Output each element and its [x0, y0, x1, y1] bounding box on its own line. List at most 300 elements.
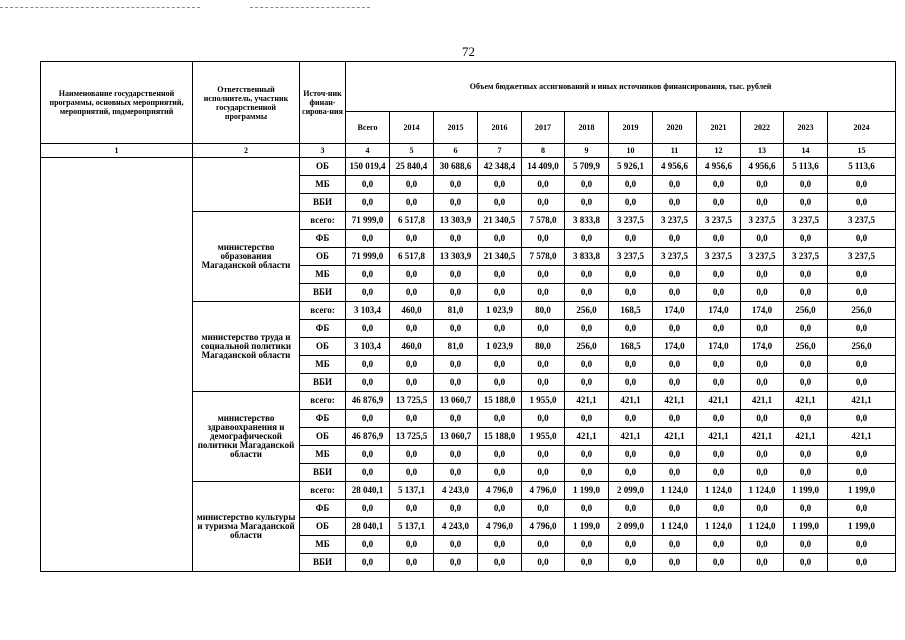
value-cell: 460,0	[390, 338, 434, 356]
value-cell: 3 833,8	[565, 212, 609, 230]
value-cell: 0,0	[346, 554, 390, 572]
value-cell: 0,0	[784, 536, 828, 554]
value-cell: 0,0	[828, 374, 896, 392]
value-cell: 0,0	[697, 230, 741, 248]
value-cell: 5 113,6	[828, 158, 896, 176]
value-cell: 30 688,6	[434, 158, 478, 176]
value-cell: 460,0	[390, 302, 434, 320]
value-cell: 0,0	[741, 410, 784, 428]
value-cell: 0,0	[346, 230, 390, 248]
page-number: 72	[462, 44, 475, 59]
value-cell: 2 099,0	[609, 518, 653, 536]
funding-source-cell: всего:	[300, 392, 346, 410]
value-cell: 0,0	[784, 410, 828, 428]
header-column-number: 6	[434, 144, 478, 158]
value-cell: 1 199,0	[784, 482, 828, 500]
value-cell: 0,0	[434, 356, 478, 374]
value-cell: 0,0	[828, 554, 896, 572]
value-cell: 0,0	[478, 284, 522, 302]
value-cell: 0,0	[653, 446, 697, 464]
value-cell: 421,1	[697, 392, 741, 410]
value-cell: 0,0	[784, 374, 828, 392]
value-cell: 421,1	[565, 392, 609, 410]
value-cell: 0,0	[346, 446, 390, 464]
value-cell: 0,0	[390, 176, 434, 194]
value-cell: 0,0	[828, 230, 896, 248]
value-cell: 4 243,0	[434, 482, 478, 500]
value-cell: 28 040,1	[346, 518, 390, 536]
value-cell: 256,0	[784, 338, 828, 356]
value-cell: 0,0	[434, 500, 478, 518]
executor-cell: министерство культуры и туризма Магаданской области	[193, 482, 300, 572]
value-cell: 421,1	[741, 392, 784, 410]
value-cell: 0,0	[565, 446, 609, 464]
value-cell: 0,0	[390, 554, 434, 572]
value-cell: 1 199,0	[565, 518, 609, 536]
value-cell: 0,0	[697, 374, 741, 392]
header-column-number: 5	[390, 144, 434, 158]
value-cell: 0,0	[346, 464, 390, 482]
value-cell: 421,1	[653, 428, 697, 446]
value-cell: 0,0	[784, 464, 828, 482]
value-cell: 0,0	[346, 500, 390, 518]
value-cell: 0,0	[478, 266, 522, 284]
value-cell: 0,0	[434, 320, 478, 338]
header-year: 2019	[609, 112, 653, 144]
value-cell: 1 124,0	[741, 482, 784, 500]
value-cell: 28 040,1	[346, 482, 390, 500]
value-cell: 1 199,0	[565, 482, 609, 500]
value-cell: 0,0	[390, 320, 434, 338]
executor-cell	[193, 158, 300, 212]
value-cell: 0,0	[741, 194, 784, 212]
value-cell: 5 137,1	[390, 518, 434, 536]
value-cell: 1 199,0	[828, 482, 896, 500]
value-cell: 0,0	[609, 194, 653, 212]
header-year: 2014	[390, 112, 434, 144]
value-cell: 0,0	[522, 176, 565, 194]
value-cell: 0,0	[828, 464, 896, 482]
funding-source-cell: ВБИ	[300, 374, 346, 392]
value-cell: 13 060,7	[434, 428, 478, 446]
value-cell: 0,0	[346, 536, 390, 554]
value-cell: 0,0	[522, 356, 565, 374]
value-cell: 0,0	[653, 266, 697, 284]
value-cell: 0,0	[828, 410, 896, 428]
value-cell: 0,0	[653, 554, 697, 572]
value-cell: 0,0	[609, 554, 653, 572]
funding-source-cell: ОБ	[300, 338, 346, 356]
value-cell: 81,0	[434, 338, 478, 356]
value-cell: 0,0	[522, 266, 565, 284]
value-cell: 0,0	[828, 266, 896, 284]
value-cell: 1 199,0	[784, 518, 828, 536]
value-cell: 7 578,0	[522, 248, 565, 266]
value-cell: 0,0	[609, 500, 653, 518]
header-year: 2020	[653, 112, 697, 144]
value-cell: 0,0	[653, 500, 697, 518]
value-cell: 421,1	[784, 392, 828, 410]
value-cell: 2 099,0	[609, 482, 653, 500]
value-cell: 0,0	[434, 284, 478, 302]
value-cell: 0,0	[434, 446, 478, 464]
value-cell: 174,0	[653, 338, 697, 356]
value-cell: 0,0	[697, 446, 741, 464]
value-cell: 0,0	[741, 284, 784, 302]
value-cell: 0,0	[609, 536, 653, 554]
funding-source-cell: ВБИ	[300, 464, 346, 482]
value-cell: 0,0	[434, 230, 478, 248]
value-cell: 0,0	[653, 320, 697, 338]
value-cell: 0,0	[697, 284, 741, 302]
value-cell: 0,0	[697, 554, 741, 572]
value-cell: 0,0	[741, 320, 784, 338]
value-cell: 0,0	[565, 536, 609, 554]
value-cell: 0,0	[346, 320, 390, 338]
value-cell: 13 060,7	[434, 392, 478, 410]
value-cell: 0,0	[522, 284, 565, 302]
value-cell: 0,0	[653, 194, 697, 212]
value-cell: 81,0	[434, 302, 478, 320]
value-cell: 1 023,9	[478, 338, 522, 356]
funding-source-cell: МБ	[300, 536, 346, 554]
value-cell: 0,0	[609, 230, 653, 248]
value-cell: 15 188,0	[478, 392, 522, 410]
value-cell: 0,0	[478, 176, 522, 194]
value-cell: 0,0	[609, 266, 653, 284]
value-cell: 0,0	[741, 446, 784, 464]
header-year: 2018	[565, 112, 609, 144]
funding-source-cell: ФБ	[300, 410, 346, 428]
value-cell: 0,0	[609, 320, 653, 338]
header-year: 2023	[784, 112, 828, 144]
value-cell: 0,0	[828, 320, 896, 338]
value-cell: 0,0	[828, 446, 896, 464]
funding-source-cell: ОБ	[300, 518, 346, 536]
value-cell: 1 124,0	[653, 518, 697, 536]
value-cell: 0,0	[653, 176, 697, 194]
value-cell: 0,0	[565, 284, 609, 302]
value-cell: 1 124,0	[741, 518, 784, 536]
header-column-number: 13	[741, 144, 784, 158]
value-cell: 0,0	[741, 176, 784, 194]
value-cell: 0,0	[434, 464, 478, 482]
value-cell: 4 796,0	[478, 518, 522, 536]
value-cell: 0,0	[784, 356, 828, 374]
value-cell: 0,0	[478, 320, 522, 338]
value-cell: 6 517,8	[390, 248, 434, 266]
value-cell: 0,0	[609, 356, 653, 374]
value-cell: 0,0	[522, 554, 565, 572]
value-cell: 0,0	[390, 500, 434, 518]
value-cell: 0,0	[565, 554, 609, 572]
funding-source-cell: всего:	[300, 212, 346, 230]
header-program-name: Наименование государственной программы, основных мероприятий, мероприятий, подмероприятий	[41, 62, 193, 144]
value-cell: 421,1	[828, 392, 896, 410]
value-cell: 0,0	[784, 446, 828, 464]
funding-source-cell: ВБИ	[300, 284, 346, 302]
value-cell: 0,0	[741, 230, 784, 248]
value-cell: 80,0	[522, 338, 565, 356]
value-cell: 174,0	[697, 302, 741, 320]
program-name-cell	[41, 158, 193, 572]
value-cell: 0,0	[346, 410, 390, 428]
funding-source-cell: МБ	[300, 446, 346, 464]
budget-table	[40, 61, 896, 572]
value-cell: 25 840,4	[390, 158, 434, 176]
value-cell: 0,0	[653, 356, 697, 374]
value-cell: 3 237,5	[828, 212, 896, 230]
value-cell: 0,0	[390, 230, 434, 248]
value-cell: 0,0	[478, 356, 522, 374]
value-cell: 3 237,5	[653, 212, 697, 230]
value-cell: 4 796,0	[522, 482, 565, 500]
value-cell: 0,0	[741, 464, 784, 482]
header-executor: Ответственный исполнитель, участник государственной программы	[193, 62, 300, 144]
value-cell: 0,0	[478, 230, 522, 248]
value-cell: 4 956,6	[653, 158, 697, 176]
value-cell: 421,1	[609, 428, 653, 446]
value-cell: 0,0	[522, 536, 565, 554]
funding-source-cell: ОБ	[300, 158, 346, 176]
value-cell: 0,0	[390, 194, 434, 212]
value-cell: 0,0	[346, 266, 390, 284]
value-cell: 1 955,0	[522, 428, 565, 446]
value-cell: 0,0	[346, 356, 390, 374]
header-column-number: 2	[193, 144, 300, 158]
value-cell: 3 103,4	[346, 338, 390, 356]
value-cell: 0,0	[390, 374, 434, 392]
header-column-number: 3	[300, 144, 346, 158]
scan-artifact-line	[0, 7, 200, 9]
value-cell: 3 103,4	[346, 302, 390, 320]
value-cell: 0,0	[653, 464, 697, 482]
value-cell: 174,0	[697, 338, 741, 356]
value-cell: 0,0	[784, 230, 828, 248]
executor-cell: министерство образования Магаданской области	[193, 212, 300, 302]
value-cell: 0,0	[828, 500, 896, 518]
value-cell: 0,0	[741, 266, 784, 284]
header-year: 2022	[741, 112, 784, 144]
value-cell: 80,0	[522, 302, 565, 320]
value-cell: 0,0	[741, 554, 784, 572]
value-cell: 0,0	[390, 536, 434, 554]
value-cell: 6 517,8	[390, 212, 434, 230]
value-cell: 0,0	[609, 176, 653, 194]
value-cell: 0,0	[565, 374, 609, 392]
value-cell: 0,0	[609, 410, 653, 428]
funding-source-cell: ВБИ	[300, 194, 346, 212]
value-cell: 0,0	[522, 410, 565, 428]
value-cell: 21 340,5	[478, 212, 522, 230]
value-cell: 0,0	[653, 374, 697, 392]
funding-source-cell: ФБ	[300, 320, 346, 338]
funding-source-cell: всего:	[300, 302, 346, 320]
value-cell: 174,0	[741, 302, 784, 320]
value-cell: 256,0	[565, 302, 609, 320]
header-budget-group: Объем бюджетных ассигнований и иных источников финансирования, тыс. рублей	[346, 62, 896, 112]
value-cell: 13 725,5	[390, 392, 434, 410]
executor-cell: министерство труда и социальной политики Магаданской области	[193, 302, 300, 392]
value-cell: 0,0	[434, 266, 478, 284]
value-cell: 3 237,5	[741, 248, 784, 266]
header-year: 2016	[478, 112, 522, 144]
table-row	[41, 158, 896, 176]
value-cell: 0,0	[522, 464, 565, 482]
header-column-number: 12	[697, 144, 741, 158]
value-cell: 0,0	[565, 320, 609, 338]
header-funding-source: Источ-ник финан-сирова-ния	[300, 62, 346, 144]
value-cell: 0,0	[434, 536, 478, 554]
header-year: 2015	[434, 112, 478, 144]
value-cell: 421,1	[653, 392, 697, 410]
value-cell: 1 955,0	[522, 392, 565, 410]
value-cell: 0,0	[478, 410, 522, 428]
value-cell: 0,0	[522, 446, 565, 464]
value-cell: 0,0	[522, 230, 565, 248]
value-cell: 21 340,5	[478, 248, 522, 266]
value-cell: 13 725,5	[390, 428, 434, 446]
value-cell: 0,0	[697, 410, 741, 428]
value-cell: 5 113,6	[784, 158, 828, 176]
header-column-number: 14	[784, 144, 828, 158]
value-cell: 0,0	[390, 356, 434, 374]
funding-source-cell: ОБ	[300, 248, 346, 266]
value-cell: 0,0	[741, 500, 784, 518]
value-cell: 0,0	[522, 374, 565, 392]
funding-source-cell: всего:	[300, 482, 346, 500]
value-cell: 1 124,0	[697, 482, 741, 500]
value-cell: 0,0	[609, 284, 653, 302]
value-cell: 3 237,5	[697, 212, 741, 230]
value-cell: 5 137,1	[390, 482, 434, 500]
value-cell: 13 303,9	[434, 212, 478, 230]
header-year: Всего	[346, 112, 390, 144]
value-cell: 3 833,8	[565, 248, 609, 266]
value-cell: 256,0	[784, 302, 828, 320]
value-cell: 13 303,9	[434, 248, 478, 266]
value-cell: 421,1	[741, 428, 784, 446]
value-cell: 421,1	[697, 428, 741, 446]
value-cell: 0,0	[828, 536, 896, 554]
value-cell: 0,0	[697, 464, 741, 482]
value-cell: 1 124,0	[653, 482, 697, 500]
value-cell: 0,0	[784, 320, 828, 338]
value-cell: 0,0	[478, 374, 522, 392]
value-cell: 0,0	[784, 500, 828, 518]
value-cell: 0,0	[741, 374, 784, 392]
value-cell: 42 348,4	[478, 158, 522, 176]
value-cell: 421,1	[565, 428, 609, 446]
value-cell: 0,0	[522, 500, 565, 518]
value-cell: 5 926,1	[609, 158, 653, 176]
value-cell: 174,0	[741, 338, 784, 356]
value-cell: 0,0	[565, 230, 609, 248]
value-cell: 15 188,0	[478, 428, 522, 446]
value-cell: 0,0	[565, 410, 609, 428]
value-cell: 0,0	[784, 194, 828, 212]
value-cell: 0,0	[697, 356, 741, 374]
value-cell: 4 956,6	[697, 158, 741, 176]
header-column-number: 8	[522, 144, 565, 158]
funding-source-cell: МБ	[300, 176, 346, 194]
value-cell: 0,0	[390, 266, 434, 284]
value-cell: 71 999,0	[346, 212, 390, 230]
executor-cell: министерство здравоохранения и демографической политики Магаданской области	[193, 392, 300, 482]
value-cell: 0,0	[390, 464, 434, 482]
value-cell: 0,0	[609, 464, 653, 482]
funding-source-cell: ФБ	[300, 500, 346, 518]
value-cell: 0,0	[609, 374, 653, 392]
value-cell: 0,0	[653, 410, 697, 428]
value-cell: 0,0	[434, 176, 478, 194]
value-cell: 0,0	[522, 320, 565, 338]
value-cell: 0,0	[434, 374, 478, 392]
value-cell: 174,0	[653, 302, 697, 320]
value-cell: 7 578,0	[522, 212, 565, 230]
value-cell: 256,0	[828, 302, 896, 320]
value-cell: 0,0	[653, 230, 697, 248]
value-cell: 0,0	[784, 554, 828, 572]
value-cell: 0,0	[478, 464, 522, 482]
header-year: 2021	[697, 112, 741, 144]
value-cell: 0,0	[609, 446, 653, 464]
header-column-number: 10	[609, 144, 653, 158]
value-cell: 4 956,6	[741, 158, 784, 176]
value-cell: 256,0	[828, 338, 896, 356]
funding-source-cell: МБ	[300, 266, 346, 284]
value-cell: 421,1	[609, 392, 653, 410]
header-year: 2024	[828, 112, 896, 144]
value-cell: 0,0	[434, 410, 478, 428]
value-cell: 0,0	[434, 554, 478, 572]
value-cell: 3 237,5	[784, 248, 828, 266]
value-cell: 0,0	[346, 176, 390, 194]
value-cell: 1 124,0	[697, 518, 741, 536]
value-cell: 0,0	[434, 194, 478, 212]
value-cell: 0,0	[390, 446, 434, 464]
value-cell: 4 796,0	[522, 518, 565, 536]
value-cell: 168,5	[609, 302, 653, 320]
funding-source-cell: ВБИ	[300, 554, 346, 572]
value-cell: 150 019,4	[346, 158, 390, 176]
funding-source-cell: МБ	[300, 356, 346, 374]
value-cell: 0,0	[741, 356, 784, 374]
value-cell: 0,0	[478, 446, 522, 464]
value-cell: 0,0	[522, 194, 565, 212]
value-cell: 71 999,0	[346, 248, 390, 266]
value-cell: 0,0	[565, 464, 609, 482]
header-year: 2017	[522, 112, 565, 144]
value-cell: 3 237,5	[784, 212, 828, 230]
value-cell: 3 237,5	[609, 248, 653, 266]
header-column-number: 9	[565, 144, 609, 158]
value-cell: 14 409,0	[522, 158, 565, 176]
value-cell: 3 237,5	[741, 212, 784, 230]
value-cell: 46 876,9	[346, 392, 390, 410]
funding-source-cell: ФБ	[300, 230, 346, 248]
value-cell: 0,0	[828, 356, 896, 374]
value-cell: 1 023,9	[478, 302, 522, 320]
value-cell: 0,0	[390, 410, 434, 428]
header-column-number: 15	[828, 144, 896, 158]
value-cell: 0,0	[478, 500, 522, 518]
value-cell: 0,0	[741, 536, 784, 554]
value-cell: 1 199,0	[828, 518, 896, 536]
value-cell: 0,0	[653, 284, 697, 302]
value-cell: 421,1	[828, 428, 896, 446]
value-cell: 0,0	[697, 266, 741, 284]
